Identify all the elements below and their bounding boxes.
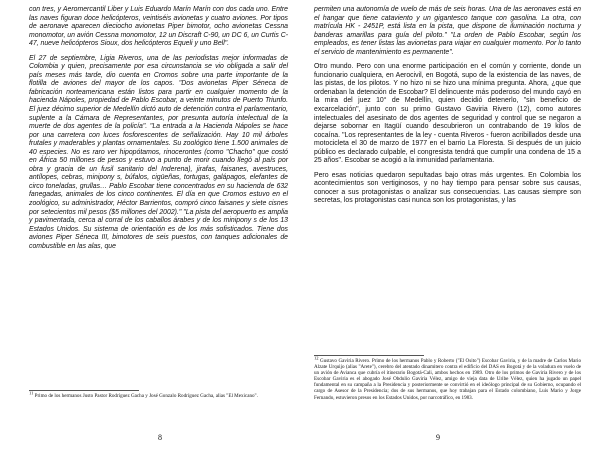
left-paragraph-2-text: El 27 de septiembre, Ligia Riveros, una de las periodistas mejor informadas de Colombia y quien, precisamente por esa circunstancia se vio obligada a salir del país meses más tarde, dio cuenta en Cromos sobre una parte importante de la flotilla de aviones del mayor de los capos. "Dos avionetas Piper Séneca de fabricación norteamericana están listos para partir en cualquier momento de la hacienda Nápoles, propiedad de Pablo Escobar, a veinte minutos de Puerto Triunfo. El juez décimo superior de Medellín dictó auto de detención contra el parlamentario, suplente a la Cámara de Representantes, por presunta autoría intelectual de la muerte de dos agentes de la policía". "La entrada a la Hacienda Nápoles se hace por una carretera con luces fosforescentes de señalización. Hay 10 mil árboles frutales y maderables y plantas ornamentales. Su zoológico tiene 1.500 animales de 40 especies. No es raro ver hipopótamos, rinocerontes (como "Chacho" que costó en África 50 millones de pesos y estuvo a punto de morir cuando llegó al país por obra y gracia de un fusil sanitario del Inderena), jirafas, faisanes, avestruces, antílopes, cebras, minipony s, búfalos, cigüeñas, tortugas, galápagos, elefantes de circo toneladas, grullas… Pablo Escobar tiene concentrados en su hacienda de 632 fanegadas, animales de los cinco continentes. El día en que Cromos estuvo en el zoológico, su administrador, Héctor Barrientos, compró cinco faisanes y siete cisnes por setecientos mil pesos ($5 millones del 2002)." "La pista del aeropuerto es amplia y pavimentada, cerca al corral de los caballos árabes y de los minipony s de los 13 Estados Unidos. Su sistema de orientación es de los más sofisticados. Tiene dos aviones Piper Séneca III, bimotores de seis puestos, con tanques adicionales de combustible en las alas, que: [29, 54, 288, 250]
right-paragraph-3: Pero esas noticias quedaron sepultadas bajo otras más urgentes. En Colombia los acontecimientos son vertiginosos, y no hay tiempo para pensar sobre sus causas, conocer a sus protagonistas o analizar sus consecuencias. Las causas siempre son secretas, los protagonistas casi nunca son los protagonistas, y las: [314, 171, 581, 205]
left-paragraph-2: [29, 55, 288, 252]
footnote-marker: 12: [314, 355, 319, 361]
left-footnote-block: [29, 390, 288, 399]
right-footnote-text: Gustavo Gaviria Rivero. Primo de los hermanos Pablo y Roberto ("El Osito") Escobar Gaviria, y de la madre de Carlos Mario Alzate Urquijo (alias "Arete"), cerebro del atentado dinamitero contra el edificio del DAS en Bogotá y de la voladura en vuelo de un avión de Avianca que cubría el itinerario Bogotá-Cali, ambos hechos en 1989. Otro de los primos de Gaviria Rivero y de los Escobar Gaviria es el abogado José Obdulio Gaviria Vélez, amigo de vieja data de Uribe Vélez, quien ha jugado un papel fundamental en su campaña a la Presidencia y posteriormente se convirtió en el ideólogo principal de su Gobierno, ocupando el cargo de Asesor de la Presidencia; dos de sus hermanos, que hoy trabajan para el Estado colombiano, Luis Mario y Jorge Fernando, estuvieron presos en los Estados Unidos, por narcotráfico, en 1983.: [314, 358, 581, 401]
right-footnote-block: [314, 355, 581, 401]
right-page-number: 9: [436, 433, 440, 442]
footnote-divider: [314, 355, 424, 356]
left-footnote-text: Primo de los hermanos Justo Pastor Rodríguez Gacha y José Gonzalo Rodríguez Gacha, alias "El Mexicano".: [34, 393, 258, 399]
left-page-number: 8: [158, 433, 162, 442]
right-page: [300, 0, 600, 450]
right-paragraph-2: Otro mundo. Pero con una enorme participación en el común y corriente, donde un funcionario cualquiera, en Aerocivil, en Bogotá, supo de la existencia de las naves, de las pistas, de los pilotos. Y no hizo ni se hizo una mínima pregunta. Ahora, ¿que que ordenaban la detención de Escobar? El delincuente más poderoso del mundo cayó en la mira del juez 10° de Medellín, quien decidió detenerlo, "sin beneficio de excarcelación", junto con su primo Gustavo Gaviria Rivero (12), como autores intelectuales del asesinato de dos agentes de seguridad y control que se negaron a dejarse sobornar en Itagüí cuando descubrieron un contrabando de 19 kilos de cocaína. "Los representantes de la ley - cuenta Riveros - fueron acribillados desde una motocicleta el 30 de marzo de 1977 en el barrio La Floresta. Si después de un juicio público es declarado culpable, el congresista tendrá que cumplir una condena de 15 a 25 años". Escobar se acogió a la inmunidad parlamentaria.: [314, 63, 581, 165]
right-footnote: [314, 355, 581, 401]
footnote-divider: [29, 390, 139, 391]
footnote-marker: 11: [29, 390, 34, 396]
left-paragraph-1: con tres, y Aeromercantil Liber y Luis Eduardo Marín Marín con dos cada uno. Entre las naves figuran doce helicópteros, veintiséis avionetas y cuatro aviones. Por tipos de aeronave aparecen dieciocho avionetas Piper bimotor, ocho avionetas Cessna monomotor, un avión Cessna monomotor, 12 un Discraft C-90, un DC 6, un Curtis C-47, nueve helicópteros Sioux, dos helicópteros Equeli y uno Bell".: [29, 6, 288, 48]
right-paragraph-1: permiten una autonomía de vuelo de más de seis horas. Una de las aeronaves está en el hangar que tiene cataviento y un gigantesco tanque con gasolina. La otra, con matrícula HK - 2451P, está lista en la pista, que dispone de iluminación nocturna y banderas amarillas para guía del piloto." "La orden de Pablo Escobar, según los empleados, es tener listas las avionetas para viajar en cualquier momento. Por lo tanto el servicio de mantenimiento es permanente".: [314, 6, 581, 56]
left-footnote: [29, 390, 288, 399]
